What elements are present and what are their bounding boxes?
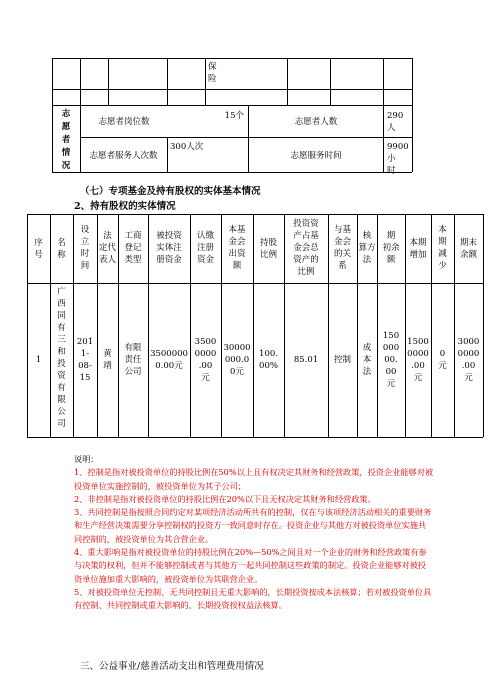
header-contribution: 本基 金会 出资 额	[228, 225, 246, 271]
service-hours-label: 志愿服务时间	[290, 151, 342, 161]
row-index: 1	[35, 355, 42, 365]
row-legal-rep: 黄 靖	[103, 349, 112, 371]
header-established: 设 立 时 间	[80, 225, 90, 271]
volunteer-count-value: 290 人	[387, 111, 404, 133]
header-opening-balance: 期 初余 额	[382, 231, 400, 265]
notes-section	[74, 453, 434, 613]
header-relationship: 与基 金会 的关 系	[333, 225, 351, 271]
row-decrease: 0 元	[438, 349, 447, 371]
service-times-value: 300人次	[170, 142, 204, 152]
notes-title: 说明：	[74, 454, 99, 464]
row-closing-balance: 3000 0000 .00 元	[457, 337, 480, 383]
header-subscribed-capital: 认缴 注册 资金	[196, 231, 214, 265]
header-shareholding: 持股 比例	[259, 238, 277, 260]
row-asset-ratio: 85.01	[293, 355, 319, 365]
insurance-label: 保 险	[208, 62, 217, 84]
row-subscribed-capital: 3500 0000 .00 元	[194, 337, 217, 383]
row-registration-type: 有限 责任 公司	[124, 343, 142, 377]
header-decrease: 本 期 减 少	[438, 225, 447, 271]
service-times-label: 志愿者服务人次数	[89, 151, 158, 161]
header-asset-ratio: 投资资 产占基 金会总 资产的 比例	[293, 219, 319, 277]
note-item: 2、非控制是指对被投资单位的持股比例在20%以下且无权决定其财务和经营政策。	[74, 493, 376, 504]
row-registered-capital: 3500000 0.00元	[150, 349, 188, 371]
row-contribution: 30000 000.0 0元	[223, 343, 251, 377]
header-accounting-method: 核 算方 法	[358, 231, 376, 265]
row-shareholding: 100. 00%	[259, 349, 278, 371]
note-item: 4、重大影响是指对被投资单位的持股比例在20%—50%之间且对一个企业的财务和经营政策有参与决策的权利，但并不能够控制或者与其他方一起共同控制这些政策的制定。投资企业能够对被投资单位施加重大影响的，被投资单位为其联营企业。	[74, 547, 427, 584]
note-item: 5、对被投资单位无控制、无共同控制且无重大影响的，长期投资按成本法核算；若对被投资单位具有控制、共同控制或重大影响的，长期投资按权益法核算。	[74, 586, 432, 611]
header-name: 名 称	[57, 238, 66, 260]
header-index: 序 号	[34, 238, 43, 260]
volunteer-positions-label: 志愿者岗位数	[98, 117, 150, 127]
service-hours-value: 9900小 时	[387, 142, 409, 176]
header-registration-type: 工商 登记 类型	[124, 231, 142, 265]
row-increase: 1500 0000 .00 元	[407, 337, 429, 383]
header-increase: 本期 增加	[409, 238, 427, 260]
row-relationship: 控制	[333, 355, 351, 365]
volunteer-positions-value: 15个	[224, 111, 244, 121]
note-item: 1、控制是指对被投资单位的持股比例在50%以上且有权决定其财务和经营政策，投资企业能够对被投资单位实施控制的，被投资单位为其子公司；	[74, 467, 434, 491]
row-established-date: 201 1- 08- 15	[76, 337, 94, 383]
volunteer-count-label: 志愿者人数	[294, 117, 338, 127]
row-accounting-method: 成 本 法	[362, 343, 372, 377]
row-company-name: 广 西 同 有 三 和 投 资 有 限 公 司	[57, 287, 66, 429]
header-legal-rep: 法 定代 表人	[98, 231, 116, 265]
header-closing-balance: 期末 余额	[459, 238, 477, 260]
row-opening-balance: 150 000 00. 00 元	[382, 331, 400, 389]
section-3-title: 三、公益事业/慈善活动支出和管理费用情况	[80, 661, 264, 672]
header-registered-capital: 被投资 实体注 册资金	[156, 231, 182, 265]
subsection-title: 2、持有股权的实体情况	[74, 201, 176, 212]
section-7-title: （七）专项基金及持有股权的实体基本情况	[80, 186, 261, 197]
note-item: 3、共同控制是指按照合同约定对某项经济活动所共有的控制，仅在与该项经济活动相关的重要财务和生产经营决策需要分享控制权的投资方一致同意时存在。投资企业与其他方对被投资单位实施共同控制的，被投资单位为其合营企业。	[74, 507, 432, 544]
volunteer-header: 志 愿 者 情 况	[61, 109, 71, 171]
